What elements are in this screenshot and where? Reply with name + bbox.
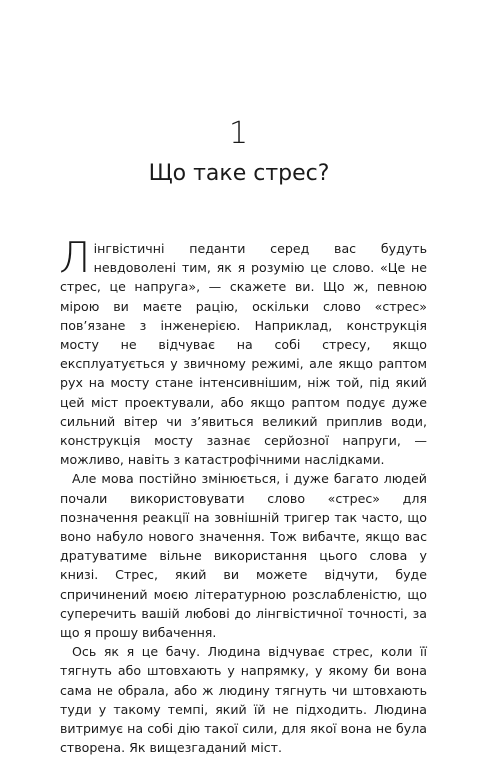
chapter-body xyxy=(59,233,427,757)
paragraph-2: Але мова постійно змінюється, і дуже багато людей почали використовувати слово «стрес» для позначення реакції на зовнішній тригер так часто, що воно набуло нового значення. Тож вибачте, якщо вас дратуватиме вільне використання цього слова у книзі. Стрес, який ви можете відчути, буде спричинений моєю літературною розслабленістю, що суперечить вашій любові до лінгвістичної точності, за що я прошу вибачення. xyxy=(60,471,427,641)
paragraph-1-text: інгвістичні педанти серед вас будуть невдоволені тим, як я розумію це слово. «Це не стрес, це напруга», — скажете ви. Що ж, певною мірою ви маєте рацію, оскільки слово «стрес» пов’язане з інженерією. Наприклад, конструкція мосту не відчуває на собі стресу, якщо експлуатується у звичному режимі, але якщо раптом рух на мосту стане інтенсивнішим, ніж той, під який цей міст проектували, або якщо раптом подує дуже сильний вітер чи з’явиться великий приплив води, конструкція мосту зазнає серйозної напруги, — можливо, навіть з катастрофічними наслідками. xyxy=(60,241,427,468)
chapter-title: Що таке стрес? xyxy=(148,161,330,186)
chapter-number: 1 xyxy=(228,116,250,151)
drop-cap: Л xyxy=(59,233,91,282)
paragraph-1 xyxy=(59,233,427,469)
paragraph-3: Ось як я це бачу. Людина відчуває стрес, коли її тягнуть або штовхають у напрямку, у якому би вона сама не обрала, або ж людину тягнуть чи штовхають туди у такому темпі, який їй не підходить. Людина витримує на собі дію такої сили, для якої вона не була створена. Як вищезгаданий міст. xyxy=(60,644,427,756)
